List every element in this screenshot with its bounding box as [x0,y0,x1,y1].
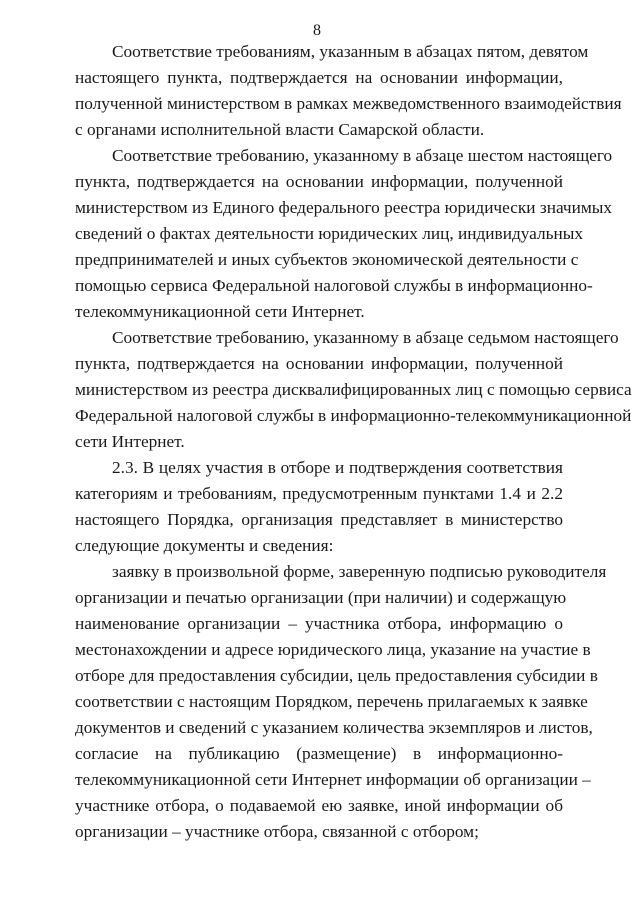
text-line: Соответствие требованиям, указанным в абзацах пятом, девятом [112,42,589,61]
text-line: Соответствие требованию, указанному в абзаце шестом настоящего [112,146,613,165]
paragraph [75,559,607,845]
text-line: предпринимателей и иных субъектов экономической деятельности с [75,250,579,269]
text-line: документов и сведений с указанием количества экземпляров и листов, [75,718,593,737]
text-line: пункта, подтверждается на основании информации, полученной [75,172,563,191]
text-line: сети Интернет. [75,432,185,451]
text-line: категориям и требованиям, предусмотренным пунктами 1.4 и 2.2 [75,484,563,503]
text-line: наименование организации – участника отбора, информацию о [75,614,563,633]
paragraph [75,39,622,143]
document-body [75,39,632,845]
text-line: следующие документы и сведения: [75,536,334,555]
paragraph [75,325,632,455]
paragraph [75,143,613,325]
text-line: пункта, подтверждается на основании информации, полученной [75,354,563,373]
text-line: организации и печатью организации (при наличии) и содержащую [75,588,567,607]
text-line: заявку в произвольной форме, заверенную подписью руководителя [112,562,607,581]
text-line: соответствии с настоящим Порядком, перечень прилагаемых к заявке [75,692,588,711]
paragraph [75,455,563,559]
page-number: 8 [313,22,321,39]
text-line: телекоммуникационной сети Интернет. [75,302,365,321]
text-line: Федеральной налоговой службы в информационно-телекоммуникационной [75,406,632,425]
text-line: местонахождении и адресе юридического лица, указание на участие в [75,640,591,659]
text-line: сведений о фактах деятельности юридических лиц, индивидуальных [75,224,583,243]
text-line: согласие на публикацию (размещение) в информационно- [75,744,563,763]
text-line: организации – участнике отбора, связанной с отбором; [75,822,479,841]
text-line: помощью сервиса Федеральной налоговой службы в информационно- [75,276,593,295]
text-line: 2.3. В целях участия в отборе и подтверждения соответствия [112,458,563,477]
text-line: участнике отбора, о подаваемой ею заявке, иной информации об [75,796,563,815]
text-line: телекоммуникационной сети Интернет информации об организации – [75,770,591,789]
text-line: с органами исполнительной власти Самарской области. [75,120,485,139]
text-line: настоящего Порядка, организация представляет в министерство [75,510,563,529]
text-line: министерством из Единого федерального реестра юридически значимых [75,198,613,217]
text-line: настоящего пункта, подтверждается на основании информации, [75,68,563,87]
text-line: Соответствие требованию, указанному в абзаце седьмом настоящего [112,328,619,347]
text-line: полученной министерством в рамках межведомственного взаимодействия [75,94,622,113]
text-line: отборе для предоставления субсидии, цель предоставления субсидии в [75,666,598,685]
text-line: министерством из реестра дисквалифицированных лиц с помощью сервиса [75,380,632,399]
